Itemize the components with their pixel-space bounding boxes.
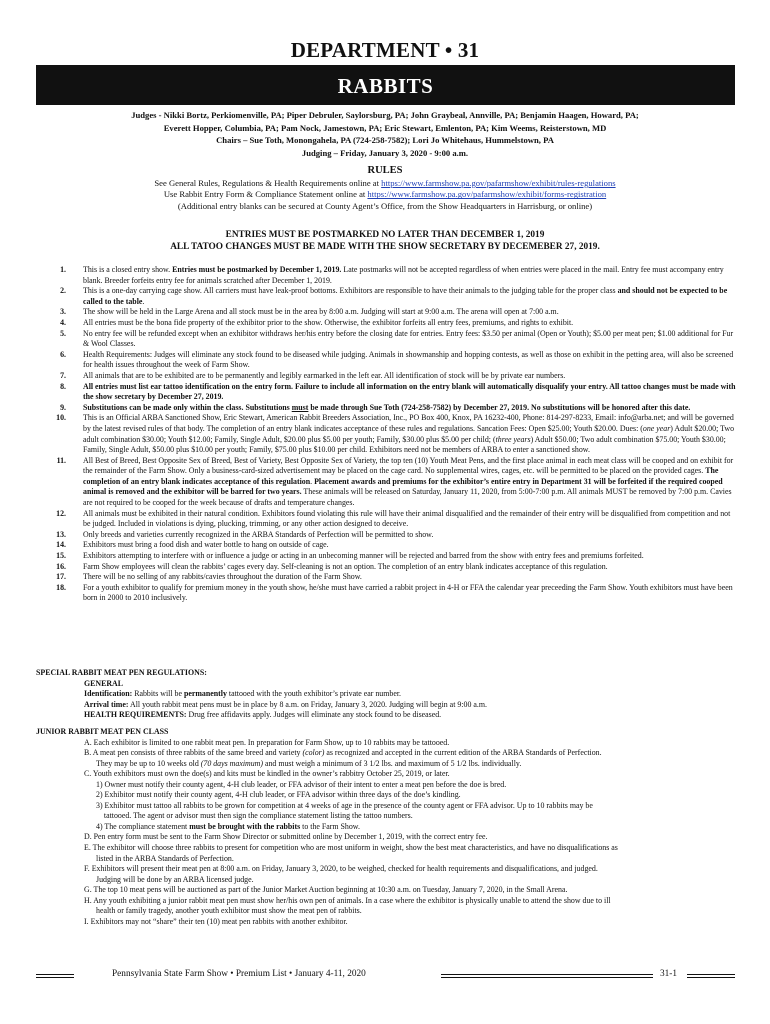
junior-item: H. Any youth exhibiting a junior rabbit meat pen must show her/his own pen of animals. In a case where the exhibitor is physically unable to attend the show due to ill — [84, 895, 611, 905]
rule-number: 7. — [60, 370, 66, 380]
footer-text: Pennsylvania State Farm Show • Premium List • January 4-11, 2020 — [112, 969, 366, 979]
junior-item: 1) Owner must notify their county agent, 4-H club leader, or FFA advisor of their intent to enter a meat pen before the doe is bred. — [96, 779, 507, 789]
rule-item — [36, 572, 736, 583]
judging-date: Judging – Friday, January 3, 2020 - 9:00 a.m. — [301, 147, 469, 158]
rule-item — [36, 265, 736, 286]
junior-item: 2) Exhibitor must notify their county agent, 4-H club leader, or FFA advisor within three days of the doe’s kindling. — [96, 790, 461, 800]
entry-form-line — [44, 189, 726, 200]
rule-item — [36, 540, 736, 551]
rule-number: 12. — [56, 508, 66, 518]
department-title: DEPARTMENT • 31 — [290, 38, 480, 62]
forms-registration-link[interactable]: https://www.farmshow.pa.gov/pafarmshow/exhibit/forms-registration — [367, 189, 607, 200]
rule-text: There will be no selling of any rabbits/cavies throughout the duration of the Farm Show. — [83, 572, 362, 582]
rule-item — [36, 413, 736, 455]
rule-item — [36, 509, 736, 530]
rule-number: 2. — [60, 286, 66, 296]
rule-text: This is an Official ARBA Sanctioned Show, Eric Stewart, American Rabbit Breeders Association, Inc., PO Box 400, Knox, PA 16232-400, Phone: 814-297-8233, Email: info@arba.net; and will be governed by the latest revised rules of that body. The completion of an entry blank indicates acceptance of these rules and regulations. Sancation Fees: Open $25.00; Youth $20.00. Dues: (one year) Adult $20.00; Two adult combination $30.00; Youth $12.00; Family, Single Adult, $20.00 plus $5.00 per youth; Family, $30.00 plus $5.00 per child; (three years) Adult $50.00; Two adult combination $75.00; Youth $30.00; Family, Single Adult, $50.00 plus $10.00 per youth; Family, $75.00 plus $10.00 per child. Exhibitors need not be members of ARBA to enter a sanctioned show. — [83, 413, 735, 455]
rule-item — [36, 530, 736, 541]
junior-item: They may be up to 10 weeks old (70 days maximum) and must weigh a minimum of 3 1/2 lbs. and maximum of 5 1/2 lbs. individually. — [96, 758, 522, 768]
rule-text: All entries must list ear tattoo identification on the entry form. Failure to include all information on the entry blank will automatically disqualify your entry. All tattoo changes must be made with the show secretary by December 27, 2019. — [83, 381, 736, 402]
junior-item: listed in the ARBA Standards of Perfection. — [96, 853, 234, 863]
rule-number: 17. — [56, 572, 66, 582]
rule-number: 6. — [60, 349, 66, 359]
tattoo-deadline: ALL TATOO CHANGES MUST BE MADE WITH THE SHOW SECRETARY BY DECEMEBER 27, 2019. — [170, 242, 600, 253]
rule-number: 1. — [60, 265, 66, 274]
judges-line: Everett Hopper, Columbia, PA; Pam Nock, Jamestown, PA; Eric Stewart, Emlenton, PA; Kim Weems, Reisterstown, MD — [163, 122, 607, 133]
judges-line: Judges - Nikki Bortz, Perkiomenville, PA; Piper Debruler, Saylorsburg, PA; John Graybeal, Annville, PA; Benjamin Haagen, Howard, PA; — [131, 110, 639, 120]
junior-item: tattooed. The agent or advisor must then sign the compliance statement listing the tattoo numbers. — [96, 811, 413, 821]
rule-text: Exhibitors must bring a food dish and water bottle to hang on outside of cage. — [83, 540, 329, 550]
rule-text: This is a one-day carrying cage show. All carriers must have leak-proof bottoms. Exhibitors are responsible to have their animals to the judging table for the proper class and should not be expected to be called to the table. — [83, 286, 728, 306]
rule-number: 15. — [56, 551, 66, 561]
rules-regulations-link[interactable]: https://www.farmshow.pa.gov/pafarmshow/exhibit/rules-regulations — [381, 178, 616, 188]
junior-item: F. Exhibitors will present their meat pen at 8:00 a.m. on Friday, January 3, 2020, to be weighed, checked for health requirements and disqualifications, and judged. — [84, 864, 598, 874]
health-rule: HEALTH REQUIREMENTS: Drug free affidavits apply. Judges will eliminate any stock found to be diseased. — [84, 710, 442, 720]
rule-text: Health Requirements: Judges will eliminate any stock found to be diseased while judging. Animals in showmanship and hopping contests, as well as those on exhibit in the petting area, will also be screened for health issues throughout the week of Farm Show. — [83, 349, 734, 370]
rule-text: Farm Show employees will clean the rabbits’ cages every day. Self-cleaning is not an option. The completion of an entry blank indicates acceptance of this regulation. — [83, 561, 608, 571]
rule-text: Exhibitors attempting to interfere with or influence a judge or acting in an unbecoming manner will be rejected and barred from the show with entry fees and premiums forfeited. — [83, 551, 644, 561]
rule-item — [36, 329, 736, 350]
rule-item — [36, 403, 736, 414]
rules-list — [36, 265, 736, 604]
junior-item: A. Each exhibitor is limited to one rabbit meat pen. In preparation for Farm Show, up to 10 rabbits may be tattooed. — [84, 737, 450, 747]
rule-text: For a youth exhibitor to qualify for premium money in the youth show, he/she must have carried a rabbit project in 4-H or FFA the calendar year preceeding the Farm Show. Youth exhibitors must have been born in 2000 to 2010 inclusively. — [83, 582, 733, 603]
rule-text: Only breeds and varieties currently recognized in the ARBA Standards of Perfection will be permitted to show. — [83, 529, 434, 539]
junior-item: health or family tragedy, another youth exhibitor must show the meat pen of rabbits. — [96, 906, 362, 916]
rule-item — [36, 318, 736, 329]
rules-line — [44, 178, 726, 189]
rule-item — [36, 382, 736, 403]
rule-text: Substitutions can be made only within the class. Substitutions must be made through Sue Toth (724-258-7582) by December 27, 2019. No substitutions will be honored after this date. — [83, 402, 691, 412]
rule-text: This is a closed entry show. Entries must be postmarked by December 1, 2019. Late postmarks will not be accepted regardless of when entries were placed in the mail. Entry fee must accompany entry blank. Breeder forfeits entry fee for animals scratched after December 1, 2019. — [83, 265, 724, 285]
general-subheading: GENERAL — [84, 678, 124, 688]
rule-text: All entries must be the bona fide property of the exhibitor prior to the show. Otherwise, the exhibitor forfeits all entry fees, premiums, and rights to exhibit. — [83, 317, 574, 327]
rules-heading: RULES — [367, 165, 403, 176]
rule-item — [36, 551, 736, 562]
junior-items — [36, 738, 736, 928]
entry-form-text: Use Rabbit Entry Form & Compliance Statement online at — [163, 189, 368, 200]
junior-item: Judging will be done by an ARBA licensed judge. — [96, 874, 254, 884]
rule-item — [36, 350, 736, 371]
rule-number: 3. — [60, 307, 66, 317]
junior-class-title: JUNIOR RABBIT MEAT PEN CLASS — [36, 727, 169, 736]
rule-text: The show will be held in the Large Arena and all stock must be in the area by 8:00 a.m. Judging will start at 9:00 a.m. The arena will open at 7:00 a.m. — [83, 307, 559, 317]
identification-rule: Identification: Rabbits will be permanently tattooed with the youth exhibitor’s private ear number. — [84, 689, 401, 699]
rule-item — [36, 286, 736, 307]
rule-text: All animals must be exhibited in their natural condition. Exhibitors found violating this rule will have their animal disqualified and the remainder of their entry will be disqualified from competition and not be judged. Included in violations is dying, plucking, trimming, or any other action designed to deceive. — [83, 508, 731, 529]
footer-rule-middle — [441, 974, 653, 978]
rule-item — [36, 583, 736, 604]
section-banner: RABBITS — [36, 65, 735, 105]
chairs-line: Chairs – Sue Toth, Monongahela, PA (724-258-7582); Lori Jo Whitehaus, Hummelstown, PA — [216, 135, 554, 146]
rule-number: 10. — [56, 413, 66, 423]
rule-number: 16. — [56, 561, 66, 571]
rule-text: No entry fee will be refunded except when an exhibitor withdraws her/his entry before the closing date for entries. Entry fees: $3.50 per animal (Open or Youth); $5.00 per meat pen; $1.00 additional for Fur & Wool Classes. — [83, 328, 734, 349]
junior-item: E. The exhibitor will choose three rabbits to present for competition who are most uniform in weight, show the best meat characteristics, and have no disqualifications as — [84, 843, 618, 853]
rule-item — [36, 371, 736, 382]
rules-links-block — [44, 178, 726, 212]
junior-meat-pen-class — [36, 727, 736, 927]
rule-number: 9. — [60, 402, 66, 412]
rule-number: 5. — [60, 328, 66, 338]
rule-number: 11. — [56, 455, 66, 465]
rule-item — [36, 307, 736, 318]
rule-text: All animals that are to be exhibited are to be permanently and legibly earmarked in the left ear. All identification of stock will be by private ear numbers. — [83, 370, 566, 380]
junior-item: C. Youth exhibitors must own the doe(s) and kits must be kindled in the owner’s rabbitry October 25, 2019, or later. — [84, 769, 450, 779]
junior-item: 4) The compliance statement must be brought with the rabbits to the Farm Show. — [96, 821, 360, 831]
rules-line-text: See General Rules, Regulations & Health Requirements online at — [154, 178, 382, 188]
rule-item — [36, 456, 736, 509]
arrival-rule: Arrival time: All youth rabbit meat pens must be in place by 8 a.m. on Friday, January 3, 2020. Judging will begin at 9:00 a.m. — [84, 699, 487, 709]
rule-number: 18. — [56, 582, 66, 592]
special-regulations — [36, 668, 736, 721]
special-regulations-title: SPECIAL RABBIT MEAT PEN REGULATIONS: — [36, 668, 207, 677]
rule-text: All Best of Breed, Best Opposite Sex of Breed, Best of Variety, Best Opposite Sex of Variety, the top ten (10) Youth Meat Pens, and the first place animal in each meat class will be cooped and on exhibit for the remainder of the Farm Show. Only a business-card-sized advertisement may be placed on the cage card. No supplemental wires, cages, etc. will be permitted to be placed on the provided cages. The completion of an entry blank indicates acceptance of this regulation. Placement awards and premiums for the exhibitor’s entire entry in Department 31 will be forfeited if the required cooped animal is removed and the exhibitor will be barred for two years. These animals will be released on Saturday, January 11, 2020, from 5:00-7:00 p.m. All animals MUST be removed by 7:00 p.m. Cavies are not required to be cooped for the week because of drafts and temperature changes. — [83, 455, 734, 508]
footer-rule-right — [687, 974, 735, 978]
judges-block — [44, 109, 726, 159]
junior-item: 3) Exhibitor must tattoo all rabbits to be grown for competition at 4 weeks of age in the presence of the county agent or FFA advisor. Up to 10 rabbits may be — [96, 800, 593, 810]
junior-item: G. The top 10 meat pens will be auctioned as part of the Junior Market Auction beginning at 10:30 a.m. on Tuesday, January 7, 2020, in the Small Arena. — [84, 885, 568, 895]
junior-item: D. Pen entry form must be sent to the Farm Show Director or submitted online by December 1, 2019, with the correct entry fee. — [84, 832, 488, 842]
junior-item: B. A meat pen consists of three rabbits of the same breed and variety (color) as recognized and accepted in the current edition of the ARBA Standards of Perfection. — [84, 748, 602, 758]
junior-item: I. Exhibitors may not “share” their ten (10) meat pen rabbits with another exhibitor. — [84, 916, 348, 926]
deadlines-block — [44, 229, 726, 254]
rule-number: 13. — [56, 529, 66, 539]
page-number: 31-1 — [660, 969, 678, 979]
footer-rule-left — [36, 974, 74, 978]
rule-item — [36, 562, 736, 573]
rule-number: 4. — [60, 317, 66, 327]
postmark-deadline: ENTRIES MUST BE POSTMARKED NO LATER THAN DECEMBER 1, 2019 — [225, 230, 545, 240]
additional-blanks-note: (Additional entry blanks can be secured at County Agent’s Office, from the Show Headquarters in Harrisburg, or online) — [177, 200, 593, 211]
rule-number: 14. — [56, 540, 66, 550]
rule-number: 8. — [60, 381, 66, 391]
